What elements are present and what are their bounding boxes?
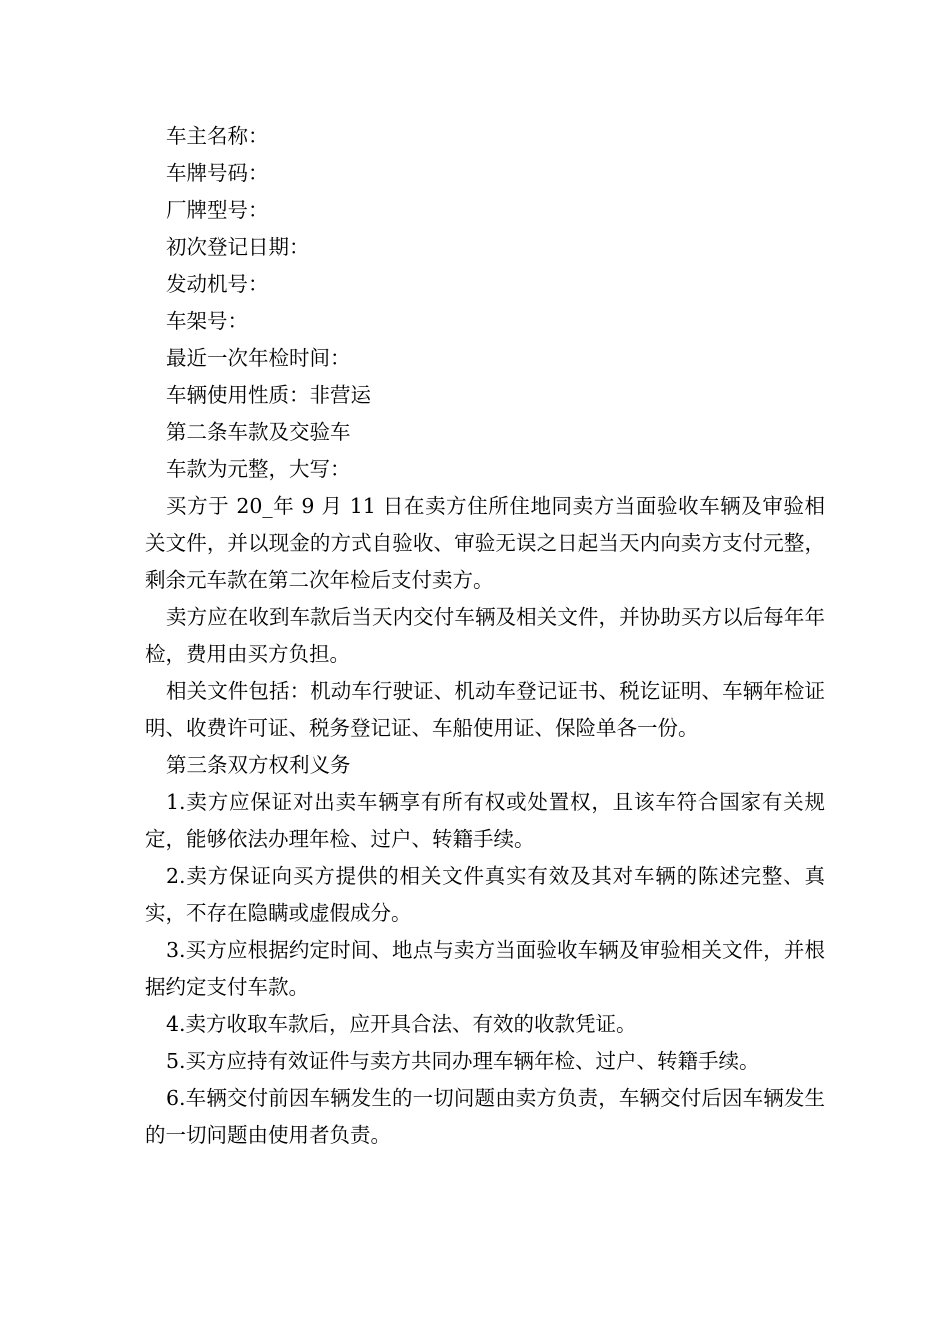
usage-nature-field: 车辆使用性质：非营运: [166, 383, 371, 407]
article3-item-6: 6.车辆交付前因车辆发生的一切问题由卖方负责，车辆交付后因车辆发生的一切问题由使用者负责。: [145, 1086, 825, 1147]
plate-number-field: 车牌号码：: [166, 161, 269, 185]
model-field: 厂牌型号：: [166, 198, 269, 222]
article3-item-2: 2.卖方保证向买方提供的相关文件真实有效及其对车辆的陈述完整、真实，不存在隐瞒或虚假成分。: [145, 864, 825, 925]
document-body: [145, 118, 825, 1154]
article2-paragraph-3: 相关文件包括：机动车行驶证、机动车登记证书、税讫证明、车辆年检证明、收费许可证、税务登记证、车船使用证、保险单各一份。: [145, 679, 825, 740]
first-registration-field: 初次登记日期：: [166, 235, 310, 259]
article2-paragraph-1: 买方于 20_年 9 月 11 日在卖方住所住地同卖方当面验收车辆及审验相关文件，并以现金的方式自验收、审验无误之日起当天内向卖方支付元整，剩余元车款在第二次年检后支付卖方。: [145, 494, 825, 592]
article2-heading: 第二条车款及交验车: [166, 420, 351, 444]
frame-number-field: 车架号：: [166, 309, 248, 333]
owner-name-field: 车主名称：: [166, 124, 269, 148]
article3-item-3: 3.买方应根据约定时间、地点与卖方当面验收车辆及审验相关文件，并根据约定支付车款。: [145, 938, 825, 999]
engine-number-field: 发动机号：: [166, 272, 269, 296]
article3-heading: 第三条双方权利义务: [166, 753, 351, 777]
article2-paragraph-2: 卖方应在收到车款后当天内交付车辆及相关文件，并协助买方以后每年年检，费用由买方负担。: [145, 605, 825, 666]
article3-item-1: 1.卖方应保证对出卖车辆享有所有权或处置权，且该车符合国家有关规定，能够依法办理年检、过户、转籍手续。: [145, 790, 825, 851]
last-inspection-field: 最近一次年检时间：: [166, 346, 351, 370]
article3-item-5: 5.买方应持有效证件与卖方共同办理车辆年检、过户、转籍手续。: [166, 1049, 760, 1073]
article2-amount: 车款为元整，大写：: [166, 457, 351, 481]
article3-item-4: 4.卖方收取车款后，应开具合法、有效的收款凭证。: [166, 1012, 637, 1036]
